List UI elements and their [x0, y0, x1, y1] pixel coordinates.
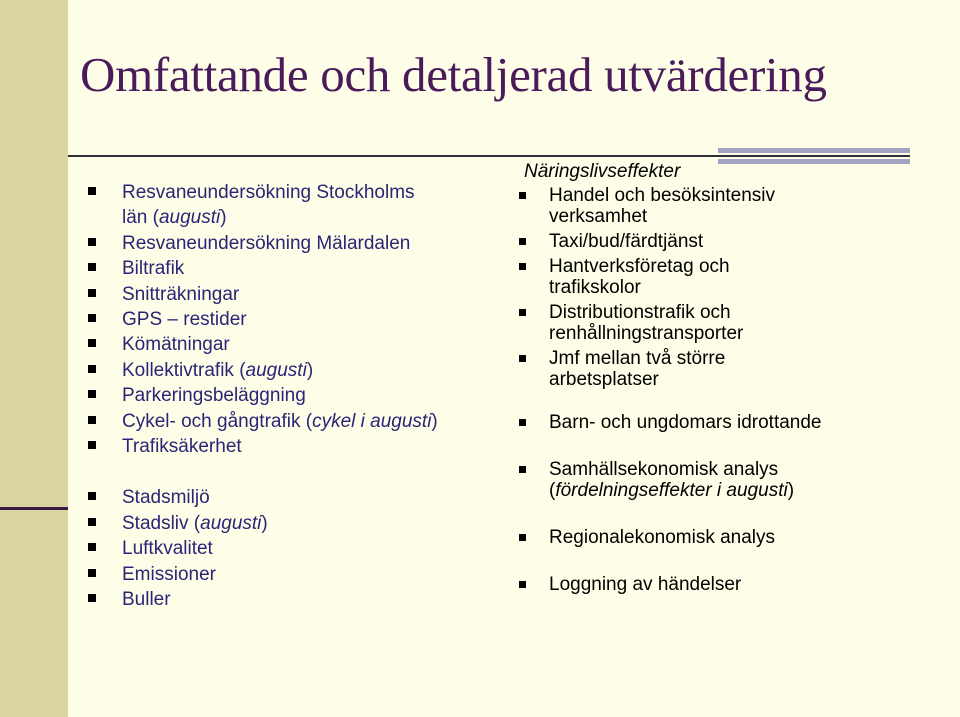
list-item: Kömätningar [84, 332, 494, 357]
square-bullet-icon [88, 441, 96, 449]
list-item: Hantverksföretag och trafikskolor [516, 256, 936, 298]
square-bullet-icon [88, 543, 96, 551]
list-item: Regionalekonomisk analys [516, 527, 936, 548]
list-item: Trafiksäkerhet [84, 434, 494, 459]
square-bullet-icon [519, 534, 526, 541]
square-bullet-icon [88, 365, 96, 373]
square-bullet-icon [88, 314, 96, 322]
list-item: Barn- och ungdomars idrottande [516, 412, 936, 433]
list-item: Loggning av händelser [516, 574, 936, 595]
square-bullet-icon [88, 238, 96, 246]
sub-bullet-list [516, 185, 936, 390]
square-bullet-icon [88, 263, 96, 271]
square-bullet-icon [519, 419, 526, 426]
list-item: Cykel- och gångtrafik (cykel i augusti) [84, 409, 494, 434]
square-bullet-icon [88, 518, 96, 526]
list-item: Handel och besöksintensiv verksamhet [516, 185, 936, 227]
square-bullet-icon [88, 289, 96, 297]
slide-title: Omfattande och detaljerad utvärdering [80, 47, 827, 102]
square-bullet-icon [88, 594, 96, 602]
square-bullet-icon [88, 416, 96, 424]
square-bullet-icon [519, 192, 526, 199]
list-item: Stadsmiljö [84, 485, 494, 510]
square-bullet-icon [88, 492, 96, 500]
square-bullet-icon [519, 466, 526, 473]
list-item: Emissioner [84, 562, 494, 587]
list-item: Jmf mellan två större arbetsplatser [516, 348, 936, 390]
list-item: Distributionstrafik och renhållningstransporter [516, 302, 936, 344]
list-item: Kollektivtrafik (augusti) [84, 358, 494, 383]
list-item: Resvaneundersökning Mälardalen [84, 231, 494, 256]
list-item: Snitträkningar [84, 282, 494, 307]
square-bullet-icon [88, 339, 96, 347]
list-item: Luftkvalitet [84, 536, 494, 561]
left-bullet-list [84, 180, 494, 613]
list-item: Samhällsekonomisk analys (fördelningseffekter i augusti) [516, 459, 936, 501]
list-item: Taxi/bud/färdtjänst [516, 231, 936, 252]
square-bullet-icon [519, 263, 526, 270]
title-underline [68, 155, 718, 157]
square-bullet-icon [88, 187, 96, 195]
square-bullet-icon [519, 581, 526, 588]
list-item: Stadsliv (augusti) [84, 511, 494, 536]
square-bullet-icon [519, 238, 526, 245]
list-item: Parkeringsbeläggning [84, 383, 494, 408]
list-item: Buller [84, 587, 494, 612]
square-bullet-icon [88, 569, 96, 577]
square-bullet-icon [519, 309, 526, 316]
list-item: Biltrafik [84, 256, 494, 281]
section-heading: Näringslivseffekter [524, 161, 681, 182]
list-item: Resvaneundersökning Stockholms län (augusti) [84, 180, 494, 231]
square-bullet-icon [88, 390, 96, 398]
bullet-list [516, 412, 936, 595]
sidebar-divider [0, 507, 68, 510]
list-item: GPS – restider [84, 307, 494, 332]
sidebar-stripe [0, 0, 68, 717]
right-column [516, 160, 936, 599]
square-bullet-icon [519, 355, 526, 362]
